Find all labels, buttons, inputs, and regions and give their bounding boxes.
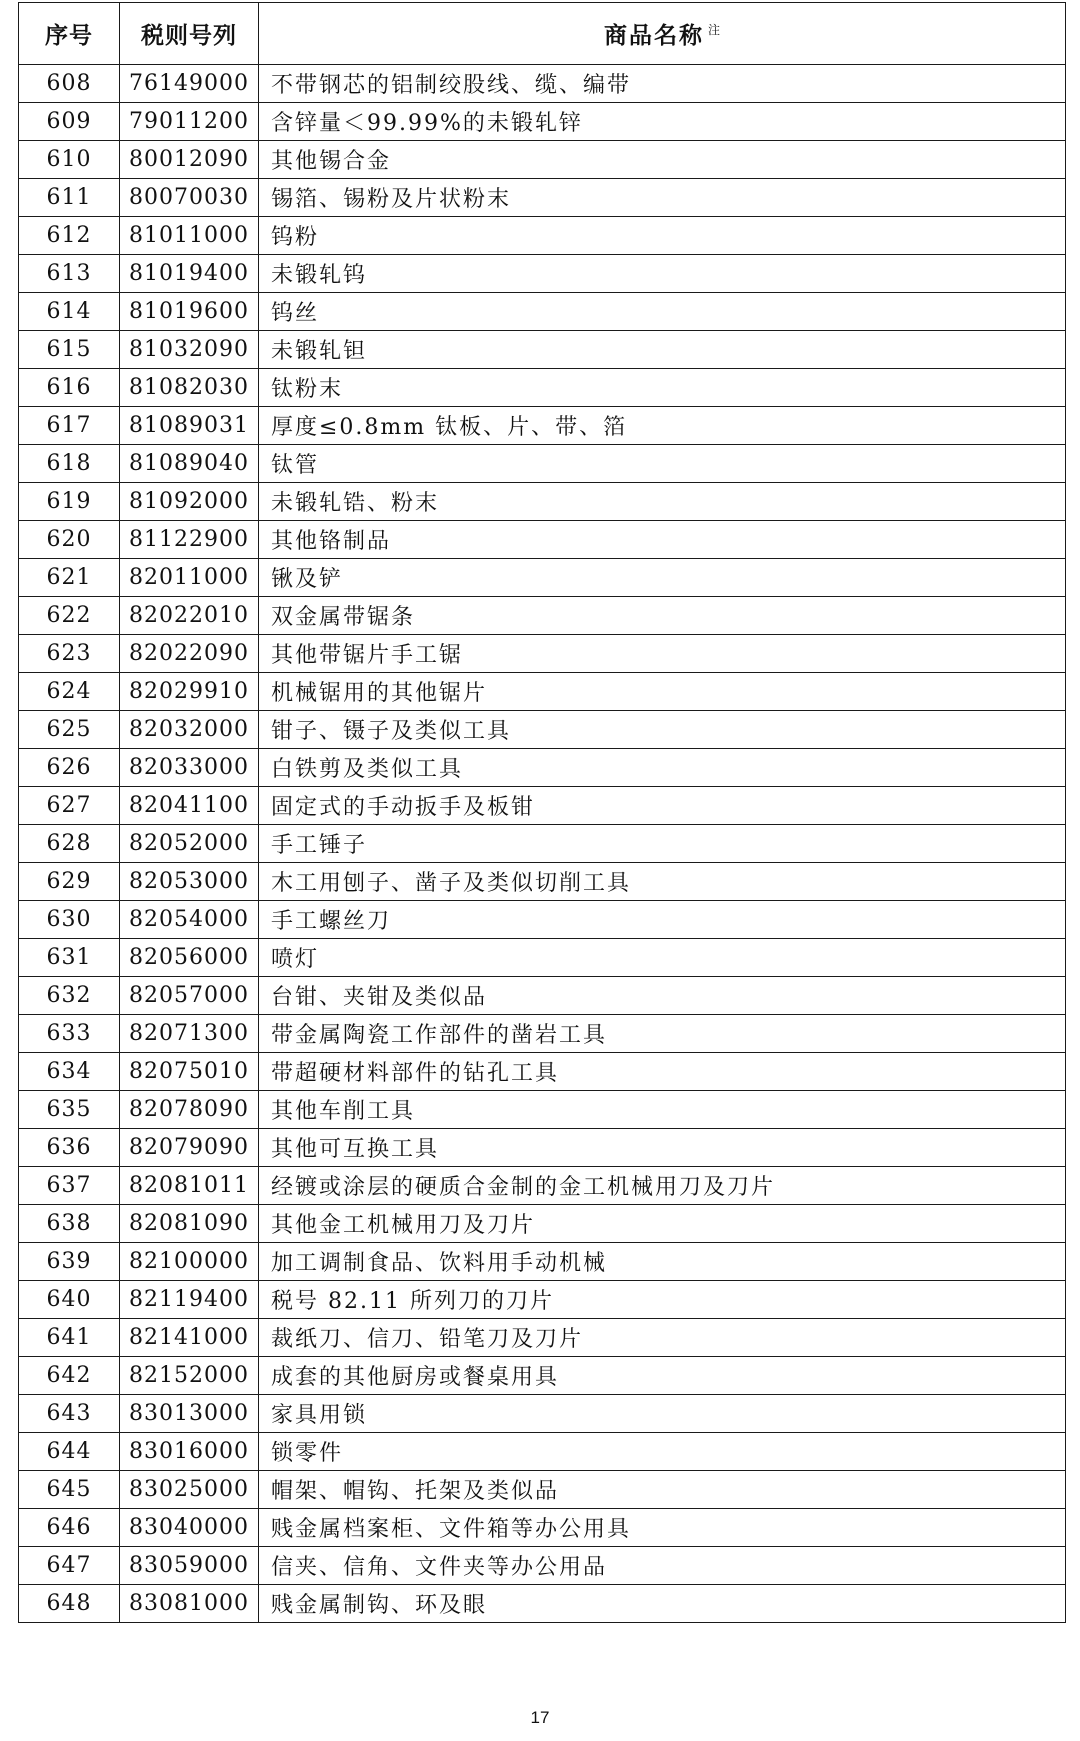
cell-goods-name: 白铁剪及类似工具 [259,749,1066,787]
table-row [19,1585,1066,1623]
table-row [19,1471,1066,1509]
cell-serial-number: 612 [19,217,120,255]
cell-serial-number: 632 [19,977,120,1015]
cell-serial-number: 626 [19,749,120,787]
table-row [19,141,1066,179]
cell-tariff-code: 83025000 [120,1471,259,1509]
cell-tariff-code: 82075010 [120,1053,259,1091]
table-row [19,977,1066,1015]
table-row [19,1281,1066,1319]
cell-goods-name: 锁零件 [259,1433,1066,1471]
table-row [19,559,1066,597]
cell-tariff-code: 81089040 [120,445,259,483]
cell-tariff-code: 83081000 [120,1585,259,1623]
goods-table [18,2,1066,1623]
cell-tariff-code: 83013000 [120,1395,259,1433]
cell-tariff-code: 82057000 [120,977,259,1015]
cell-tariff-code: 82054000 [120,901,259,939]
table-body [19,65,1066,1623]
header-note-marker: 注 [707,23,720,38]
cell-goods-name: 钳子、镊子及类似工具 [259,711,1066,749]
cell-goods-name: 其他带锯片手工锯 [259,635,1066,673]
cell-serial-number: 624 [19,673,120,711]
cell-tariff-code: 83016000 [120,1433,259,1471]
cell-goods-name: 锹及铲 [259,559,1066,597]
cell-tariff-code: 76149000 [120,65,259,103]
cell-goods-name: 手工螺丝刀 [259,901,1066,939]
table-row [19,749,1066,787]
cell-tariff-code: 81019400 [120,255,259,293]
cell-goods-name: 成套的其他厨房或餐桌用具 [259,1357,1066,1395]
cell-goods-name: 其他锡合金 [259,141,1066,179]
cell-goods-name: 加工调制食品、饮料用手动机械 [259,1243,1066,1281]
cell-goods-name: 未锻轧锆、粉末 [259,483,1066,521]
table-row [19,673,1066,711]
table-row [19,787,1066,825]
cell-tariff-code: 82079090 [120,1129,259,1167]
cell-goods-name: 锡箔、锡粉及片状粉末 [259,179,1066,217]
cell-tariff-code: 83040000 [120,1509,259,1547]
cell-serial-number: 614 [19,293,120,331]
table-row [19,863,1066,901]
table-row [19,1509,1066,1547]
table-row [19,1395,1066,1433]
cell-goods-name: 其他金工机械用刀及刀片 [259,1205,1066,1243]
table-header-row [19,3,1066,65]
cell-goods-name: 厚度≤0.8mm 钛板、片、带、箔 [259,407,1066,445]
table-row [19,483,1066,521]
cell-serial-number: 613 [19,255,120,293]
cell-serial-number: 620 [19,521,120,559]
table-row [19,255,1066,293]
table-row [19,103,1066,141]
cell-serial-number: 609 [19,103,120,141]
cell-serial-number: 635 [19,1091,120,1129]
cell-tariff-code: 81019600 [120,293,259,331]
cell-serial-number: 637 [19,1167,120,1205]
cell-goods-name: 台钳、夹钳及类似品 [259,977,1066,1015]
cell-tariff-code: 82152000 [120,1357,259,1395]
cell-serial-number: 648 [19,1585,120,1623]
table-row [19,1167,1066,1205]
cell-tariff-code: 79011200 [120,103,259,141]
header-goods-name [259,3,1066,65]
cell-serial-number: 630 [19,901,120,939]
cell-serial-number: 621 [19,559,120,597]
cell-serial-number: 641 [19,1319,120,1357]
cell-goods-name: 钛粉末 [259,369,1066,407]
cell-serial-number: 643 [19,1395,120,1433]
cell-goods-name: 贱金属档案柜、文件箱等办公用具 [259,1509,1066,1547]
cell-tariff-code: 81032090 [120,331,259,369]
cell-serial-number: 619 [19,483,120,521]
header-goods-name-label: 商品名称 [603,23,704,49]
table-row [19,1053,1066,1091]
table-row [19,65,1066,103]
cell-tariff-code: 82078090 [120,1091,259,1129]
cell-tariff-code: 82029910 [120,673,259,711]
cell-serial-number: 646 [19,1509,120,1547]
cell-goods-name: 信夹、信角、文件夹等办公用品 [259,1547,1066,1585]
cell-tariff-code: 83059000 [120,1547,259,1585]
cell-goods-name: 税号 82.11 所列刀的刀片 [259,1281,1066,1319]
cell-tariff-code: 82056000 [120,939,259,977]
cell-goods-name: 未锻轧钨 [259,255,1066,293]
cell-serial-number: 642 [19,1357,120,1395]
cell-tariff-code: 81011000 [120,217,259,255]
cell-tariff-code: 82041100 [120,787,259,825]
cell-serial-number: 617 [19,407,120,445]
cell-tariff-code: 82052000 [120,825,259,863]
table-row [19,179,1066,217]
cell-serial-number: 639 [19,1243,120,1281]
cell-tariff-code: 80070030 [120,179,259,217]
cell-tariff-code: 82033000 [120,749,259,787]
table-row [19,1091,1066,1129]
table-row [19,597,1066,635]
cell-serial-number: 633 [19,1015,120,1053]
cell-goods-name: 带超硬材料部件的钻孔工具 [259,1053,1066,1091]
table-row [19,217,1066,255]
cell-goods-name: 木工用刨子、凿子及类似切削工具 [259,863,1066,901]
cell-goods-name: 其他可互换工具 [259,1129,1066,1167]
cell-tariff-code: 81089031 [120,407,259,445]
cell-serial-number: 615 [19,331,120,369]
table-row [19,635,1066,673]
cell-goods-name: 固定式的手动扳手及板钳 [259,787,1066,825]
cell-tariff-code: 82011000 [120,559,259,597]
cell-goods-name: 钛管 [259,445,1066,483]
cell-serial-number: 628 [19,825,120,863]
table-row [19,1357,1066,1395]
table-row [19,939,1066,977]
table-row [19,331,1066,369]
cell-goods-name: 其他铬制品 [259,521,1066,559]
cell-tariff-code: 81082030 [120,369,259,407]
table-row [19,1319,1066,1357]
table-row [19,1243,1066,1281]
cell-serial-number: 608 [19,65,120,103]
cell-serial-number: 618 [19,445,120,483]
cell-goods-name: 钨丝 [259,293,1066,331]
header-serial-number: 序号 [19,3,120,65]
cell-goods-name: 未锻轧钽 [259,331,1066,369]
table-row [19,825,1066,863]
table-row [19,901,1066,939]
cell-tariff-code: 81092000 [120,483,259,521]
cell-tariff-code: 80012090 [120,141,259,179]
table-row [19,1433,1066,1471]
table-row [19,1205,1066,1243]
cell-serial-number: 644 [19,1433,120,1471]
cell-goods-name: 贱金属制钩、环及眼 [259,1585,1066,1623]
cell-tariff-code: 82141000 [120,1319,259,1357]
table-row [19,293,1066,331]
table-row [19,1129,1066,1167]
table-row [19,445,1066,483]
cell-goods-name: 双金属带锯条 [259,597,1066,635]
cell-serial-number: 631 [19,939,120,977]
cell-tariff-code: 82119400 [120,1281,259,1319]
cell-goods-name: 不带钢芯的铝制绞股线、缆、编带 [259,65,1066,103]
cell-tariff-code: 82081011 [120,1167,259,1205]
cell-serial-number: 640 [19,1281,120,1319]
cell-goods-name: 经镀或涂层的硬质合金制的金工机械用刀及刀片 [259,1167,1066,1205]
cell-serial-number: 627 [19,787,120,825]
cell-goods-name: 裁纸刀、信刀、铅笔刀及刀片 [259,1319,1066,1357]
cell-tariff-code: 82022090 [120,635,259,673]
cell-serial-number: 638 [19,1205,120,1243]
cell-tariff-code: 82100000 [120,1243,259,1281]
cell-tariff-code: 82053000 [120,863,259,901]
cell-tariff-code: 81122900 [120,521,259,559]
cell-serial-number: 636 [19,1129,120,1167]
cell-tariff-code: 82022010 [120,597,259,635]
cell-goods-name: 家具用锁 [259,1395,1066,1433]
cell-serial-number: 623 [19,635,120,673]
cell-serial-number: 629 [19,863,120,901]
cell-goods-name: 含锌量＜99.99%的未锻轧锌 [259,103,1066,141]
cell-tariff-code: 82071300 [120,1015,259,1053]
table-row [19,711,1066,749]
cell-goods-name: 机械锯用的其他锯片 [259,673,1066,711]
cell-goods-name: 其他车削工具 [259,1091,1066,1129]
cell-serial-number: 625 [19,711,120,749]
cell-serial-number: 616 [19,369,120,407]
table-row [19,407,1066,445]
cell-goods-name: 帽架、帽钩、托架及类似品 [259,1471,1066,1509]
table-row [19,369,1066,407]
cell-tariff-code: 82081090 [120,1205,259,1243]
cell-serial-number: 634 [19,1053,120,1091]
cell-serial-number: 647 [19,1547,120,1585]
cell-tariff-code: 82032000 [120,711,259,749]
table-row [19,1547,1066,1585]
header-tariff-code: 税则号列 [120,3,259,65]
cell-serial-number: 622 [19,597,120,635]
cell-serial-number: 611 [19,179,120,217]
cell-goods-name: 带金属陶瓷工作部件的凿岩工具 [259,1015,1066,1053]
cell-goods-name: 手工锤子 [259,825,1066,863]
cell-goods-name: 钨粉 [259,217,1066,255]
cell-serial-number: 645 [19,1471,120,1509]
cell-serial-number: 610 [19,141,120,179]
table-row [19,1015,1066,1053]
table-row [19,521,1066,559]
page-number: 17 [530,1708,550,1727]
cell-goods-name: 喷灯 [259,939,1066,977]
